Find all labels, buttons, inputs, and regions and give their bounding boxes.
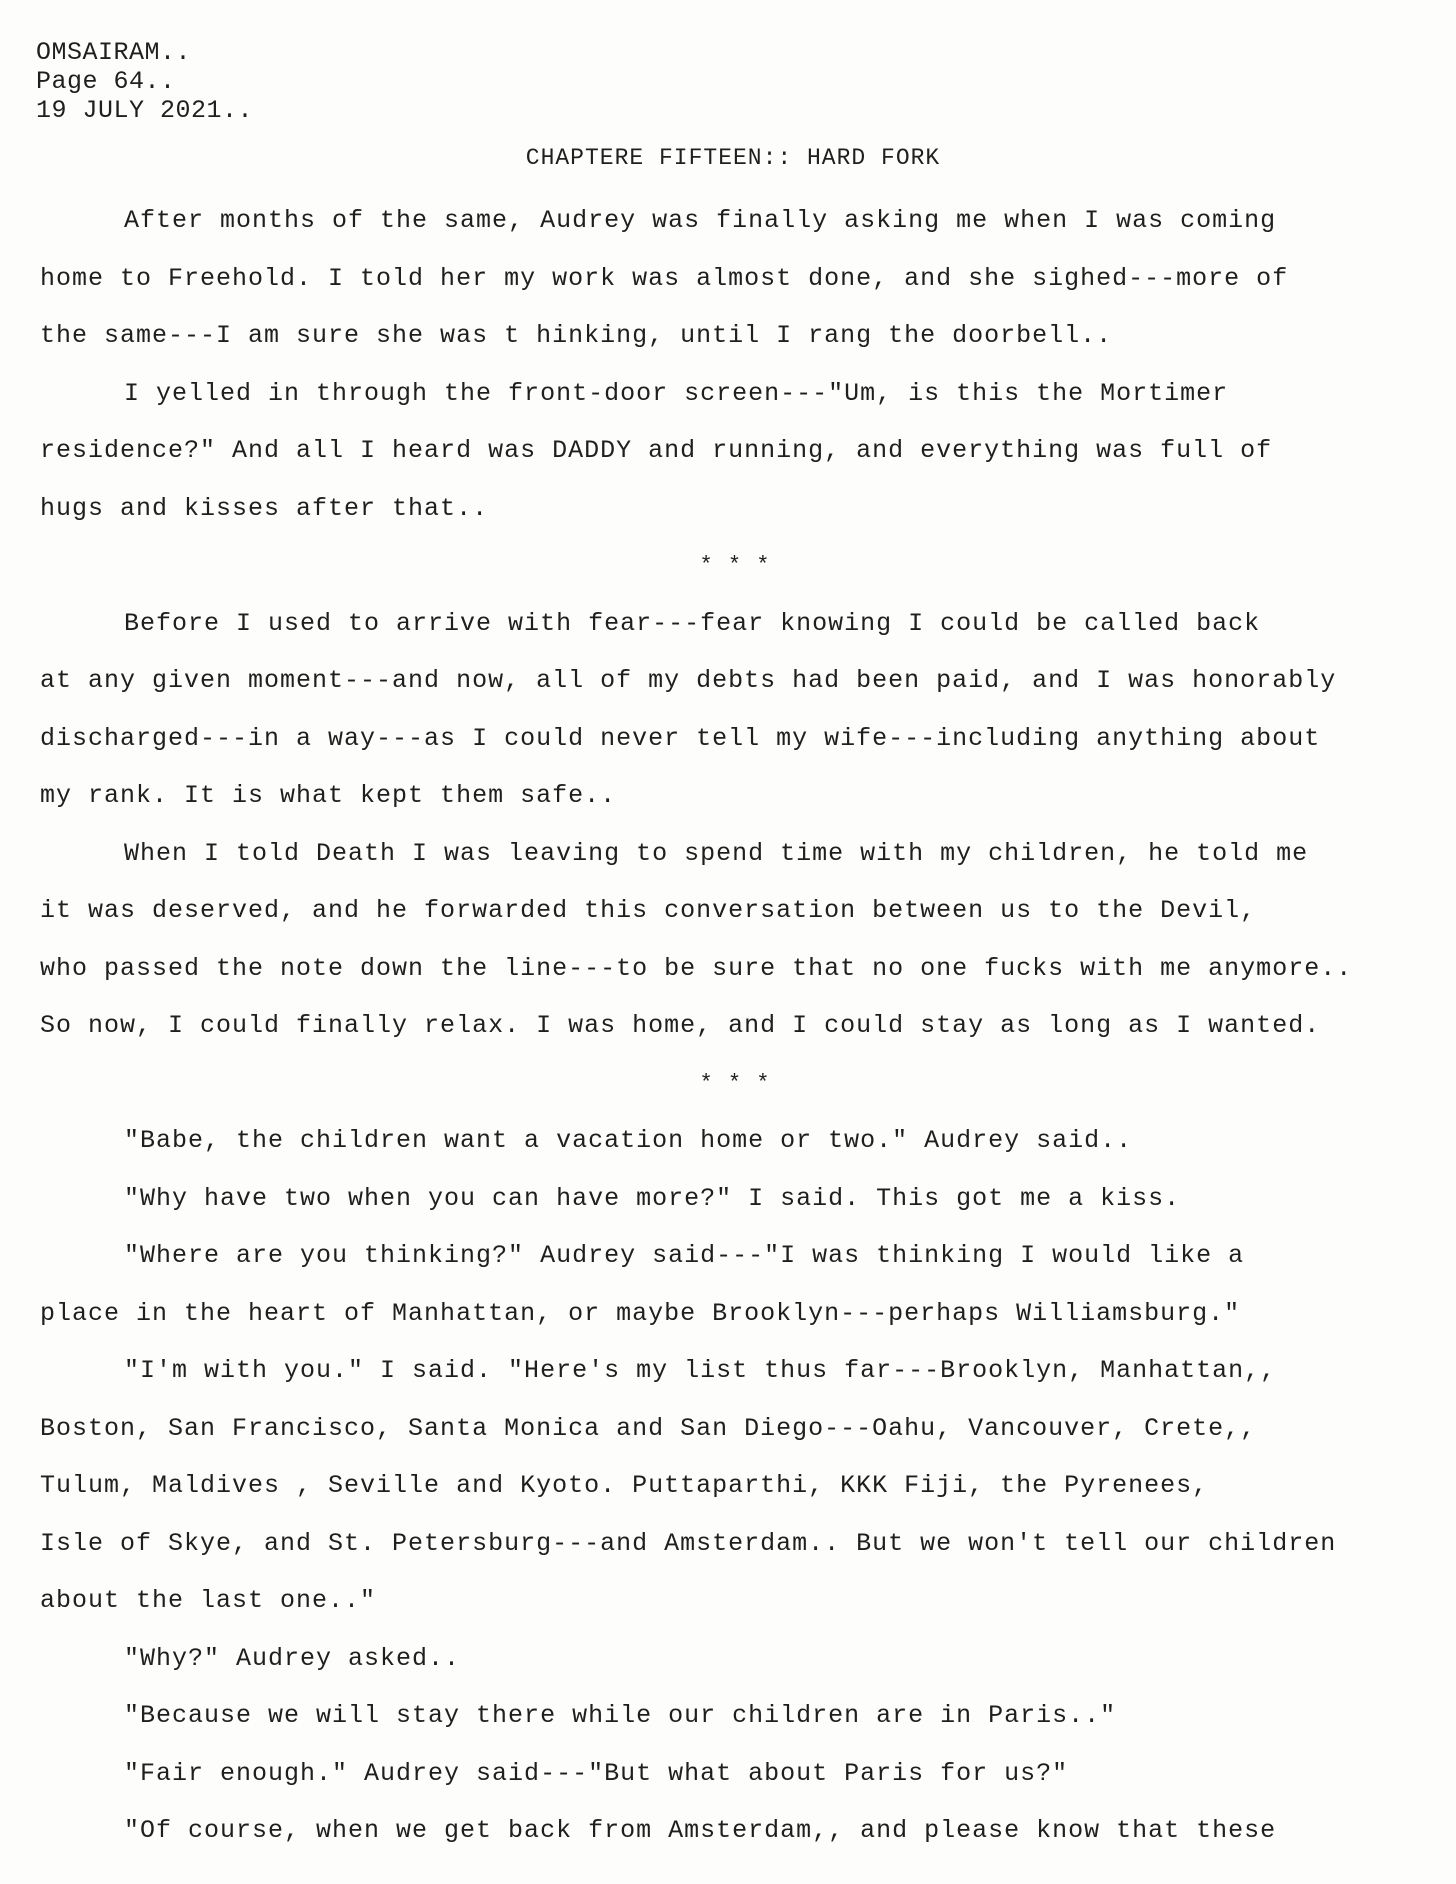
text-line: "Because we will stay there while our children are in Paris..": [124, 1701, 1117, 1730]
section-divider: * * *: [699, 1070, 771, 1096]
text-line: So now, I could finally relax. I was home, and I could stay as long as I wanted.: [40, 1011, 1321, 1040]
text-line: hugs and kisses after that..: [40, 493, 489, 523]
text-line: Before I used to arrive with fear---fear knowing I could be called back: [124, 608, 1261, 638]
text-line: "Of course, when we get back from Amsterdam,, and please know that these: [124, 1816, 1277, 1845]
document-body: [40, 192, 1430, 1860]
text-line: Boston, San Francisco, Santa Monica and San Diego---Oahu, Vancouver, Crete,,: [40, 1413, 1257, 1443]
text-line: I yelled in through the front-door screen---"Um, is this the Mortimer: [124, 378, 1229, 408]
text-line: residence?" And all I heard was DADDY and running, and everything was full of: [40, 436, 1273, 465]
text-line: Tulum, Maldives , Seville and Kyoto. Puttaparthi, KKK Fiji, the Pyrenees,: [40, 1471, 1209, 1500]
chapter-title: CHAPTERE FIFTEEN:: HARD FORK: [525, 145, 941, 171]
header-page-number: Page 64..: [36, 67, 176, 96]
section-divider: * * *: [699, 553, 771, 578]
page-header: [36, 38, 253, 125]
header-date: 19 JULY 2021..: [36, 96, 254, 125]
text-line: "I'm with you." I said. "Here's my list thus far---Brooklyn, Manhattan,,: [124, 1356, 1277, 1385]
text-line: home to Freehold. I told her my work was almost done, and she sighed---more of: [40, 263, 1289, 293]
text-line: Isle of Skye, and St. Petersburg---and Amsterdam.. But we won't tell our children: [40, 1528, 1337, 1558]
text-line: "Why have two when you can have more?" I said. This got me a kiss.: [124, 1183, 1181, 1213]
text-line: about the last one..": [40, 1586, 377, 1615]
text-line: the same---I am sure she was t hinking, until I rang the doorbell..: [40, 321, 1113, 350]
text-line: After months of the same, Audrey was finally asking me when I was coming: [124, 206, 1277, 235]
text-line: "Fair enough." Audrey said---"But what about Paris for us?": [124, 1758, 1069, 1788]
text-line: who passed the note down the line---to be sure that no one fucks with me anymore..: [40, 953, 1353, 983]
text-line: discharged---in a way---as I could never tell my wife---including anything about: [40, 723, 1321, 753]
text-line: place in the heart of Manhattan, or maybe Brooklyn---perhaps Williamsburg.": [40, 1298, 1241, 1328]
text-line: When I told Death I was leaving to spend time with my children, he told me: [124, 838, 1309, 868]
text-line: at any given moment---and now, all of my debts had been paid, and I was honorably: [40, 666, 1337, 695]
text-line: "Where are you thinking?" Audrey said---"I was thinking I would like a: [124, 1241, 1245, 1270]
text-line: my rank. It is what kept them safe..: [40, 781, 617, 810]
text-line: "Babe, the children want a vacation home or two." Audrey said..: [124, 1126, 1133, 1155]
header-line-1: OMSAIRAM..: [36, 38, 192, 67]
text-line: "Why?" Audrey asked..: [124, 1643, 461, 1673]
text-line: it was deserved, and he forwarded this conversation between us to the Devil,: [40, 896, 1257, 925]
